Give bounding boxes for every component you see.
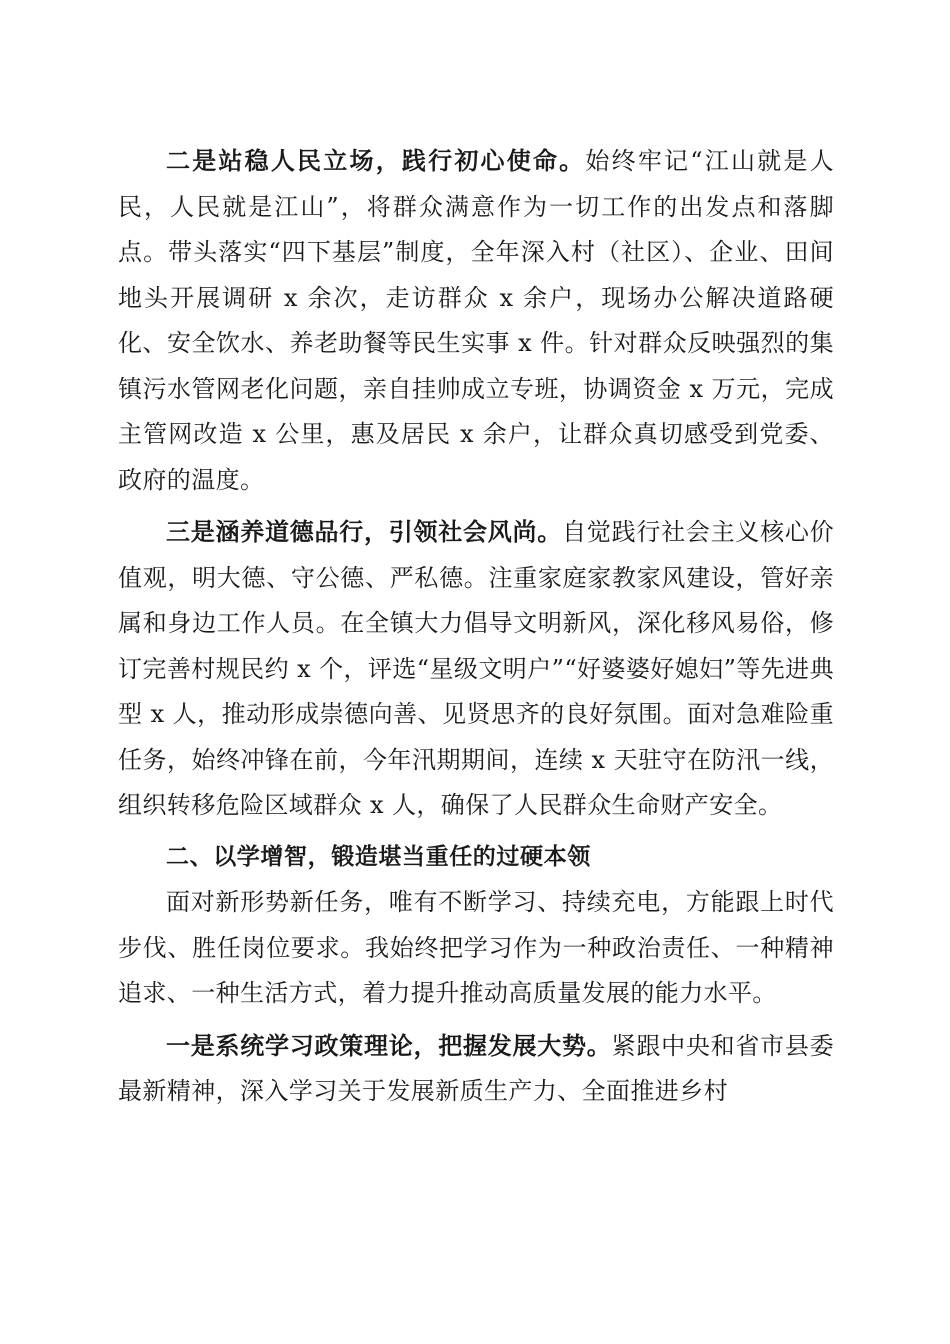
paragraph-study-theory [118, 1023, 834, 1115]
paragraph-lead: 三是涵养道德品行，引领社会风尚。 [166, 517, 563, 546]
document-page [118, 138, 834, 1115]
paragraph-body: 紧跟中央和省市县委最新精神，深入学习关于发展新质生产力、全面推进乡村 [118, 1031, 834, 1105]
paragraph-moral-conduct [118, 509, 834, 829]
section-intro: 面对新形势新任务，唯有不断学习、持续充电，方能跟上时代步伐、胜任岗位要求。我始终把学习作为一种政治责任、一种精神追求、一种生活方式，着力提升推动高质量发展的能力水平。 [118, 888, 834, 1007]
paragraph-lead: 一是系统学习政策理论，把握发展大势。 [166, 1030, 612, 1060]
paragraph-lead: 二是站稳人民立场，践行初心使命。 [166, 146, 586, 175]
paragraph-stand-with-people [118, 138, 834, 503]
paragraph-body: 始终牢记“江山就是人民，人民就是江山”，将群众满意作为一切工作的出发点和落脚点。带头落实“四下基层”制度，全年深入村（社区）、企业、田间地头开展调研 x 余次，走访群众 x 余户，现场办公解决道路硬化、安全饮水、养老助餐等民生实事 x 件。针对群众反映强烈的集镇污水管网老化问题，亲自挂帅成立专班，协调资金 x 万元，完成主管网改造 x 公里，惠及居民 x 余户，让群众真切感受到党委、政府的温度。 [118, 147, 834, 494]
section-heading: 二、以学增智，锻造堪当重任的过硬本领 [166, 843, 591, 870]
paragraph-body: 自觉践行社会主义核心价值观，明大德、守公德、严私德。注重家庭家教家风建设，管好亲属和身边工作人员。在全镇大力倡导文明新风，深化移风易俗，修订完善村规民约 x 个，评选“星级文明户”“好婆婆好媳妇”等先进典型 x 人，推动形成崇德向善、见贤思齐的良好氛围。面对急难险重任务，始终冲锋在前，今年汛期期间，连续 x 天驻守在防汛一线，组织转移危险区域群众 x 人，确保了人民群众生命财产安全。 [118, 518, 834, 819]
